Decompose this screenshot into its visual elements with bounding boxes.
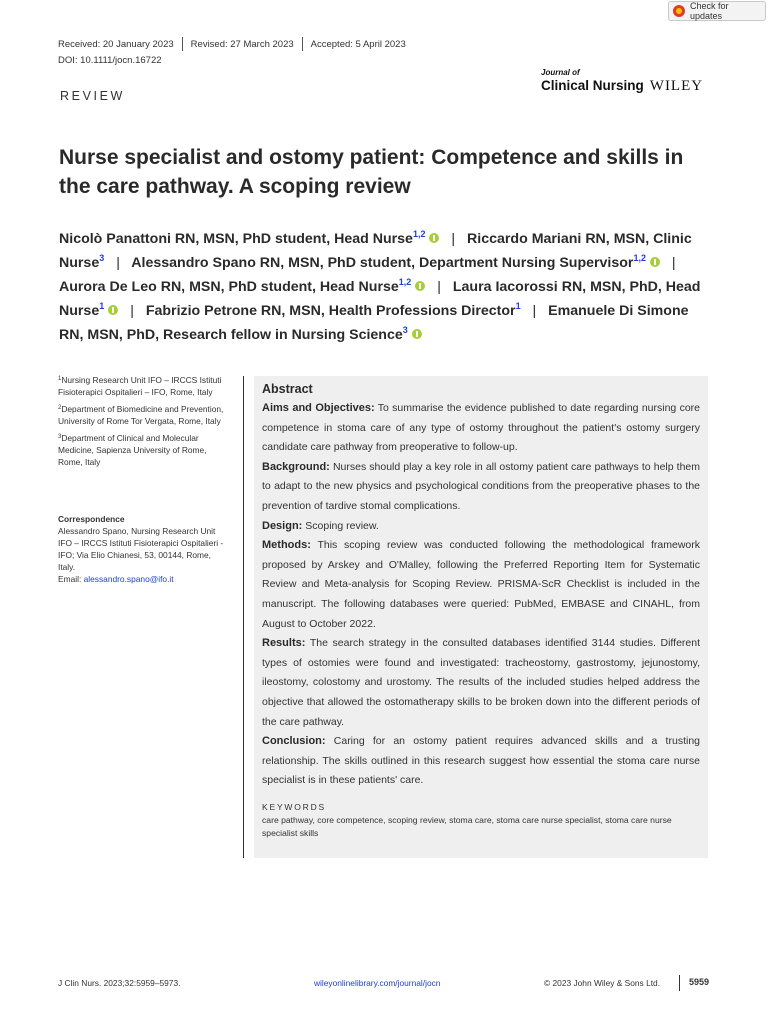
author-name[interactable]: Laura Iacorossi RN, MSN, PhD, Head Nurse xyxy=(59,279,701,319)
abstract-sections xyxy=(262,399,700,791)
check-for-updates-button[interactable] xyxy=(668,1,766,21)
author-affiliation-ref[interactable]: 1,2 xyxy=(633,253,646,263)
journal-logo xyxy=(541,68,703,95)
author-separator: | xyxy=(130,303,134,319)
affiliation xyxy=(58,374,230,398)
abstract-section-text: Nurses should play a key role in all ostomy patient care pathways to help them to adapt to the new physics and psychological conditions from the preoperative phases to the prevention of tardive stomal complications. xyxy=(262,460,700,512)
orcid-icon[interactable] xyxy=(412,329,422,339)
journal-name: Clinical Nursing xyxy=(541,78,644,93)
column-divider xyxy=(243,376,244,858)
affiliation-number: 1 xyxy=(58,376,62,382)
author-separator: | xyxy=(437,279,441,295)
affiliations xyxy=(58,374,230,473)
section-label: REVIEW xyxy=(60,89,125,103)
orcid-icon[interactable] xyxy=(108,305,118,315)
abstract-section-text: To summarise the evidence published to date regarding nursing core competence in stoma care of any type of ostomy throughout the patient's ostomy surgery candidate care pathway from preoperative to follow-up. xyxy=(262,402,700,454)
accepted-date: Accepted: 5 April 2023 xyxy=(310,38,406,50)
author-affiliation-ref[interactable]: 1 xyxy=(515,301,521,311)
author xyxy=(59,279,425,295)
abstract-section-text: This scoping review was conducted following the methodological framework proposed by Arskey and O'Malley, following the Preferred Reporting Item for Systematic Review and Meta-analysis for Scoping Review. PRISMA-ScR Checklist is included in the manuscript. The following databases were queried: PubMed, EMBASE and CINAHL, from August to October 2022. xyxy=(262,539,700,630)
keywords-heading: KEYWORDS xyxy=(262,801,326,812)
abstract-section xyxy=(262,458,700,517)
correspondence-address: Alessandro Spano, Nursing Research Unit IFO – IRCCS Istituti Fisioterapici Ospitalieri - IFO; Via Elio Chianesi, 53, 00144, Rome, Italy. xyxy=(58,526,224,572)
affiliation-number: 3 xyxy=(58,434,62,440)
abstract-section-label: Conclusion: xyxy=(262,735,326,748)
abstract-section-label: Results: xyxy=(262,637,306,650)
author xyxy=(59,231,439,247)
abstract-section-label: Methods: xyxy=(262,539,311,552)
author-separator: | xyxy=(116,255,120,271)
abstract-section-label: Aims and Objectives: xyxy=(262,402,375,414)
affiliation xyxy=(58,403,230,427)
copyright: © 2023 John Wiley & Sons Ltd. xyxy=(544,978,661,988)
footer-divider xyxy=(679,975,680,991)
author xyxy=(131,255,660,271)
author-name[interactable]: Fabrizio Petrone RN, MSN, Health Professions Director xyxy=(145,303,516,319)
abstract-section xyxy=(262,536,700,634)
author-affiliation-ref[interactable]: 1 xyxy=(99,301,105,311)
received-date: Received: 20 January 2023 xyxy=(58,38,174,50)
affiliation-text: Department of Biomedicine and Prevention, University of Rome Tor Vergata, Rome, Italy xyxy=(58,404,224,426)
author-name[interactable]: Emanuele Di Simone RN, MSN, PhD, Research fellow in Nursing Science xyxy=(59,303,689,343)
author-name[interactable]: Aurora De Leo RN, MSN, PhD student, Head Nurse xyxy=(59,279,399,295)
abstract-heading: Abstract xyxy=(262,382,313,396)
date-divider xyxy=(302,37,303,51)
affiliation-text: Nursing Research Unit IFO – IRCCS Istituti Fisioterapici Ospitalieri – IFO, Rome, Italy xyxy=(58,375,222,397)
affiliation-text: Department of Clinical and Molecular Medicine, Sapienza University of Rome, Rome, Italy xyxy=(58,433,207,467)
abstract-section-text: Scoping review. xyxy=(305,519,379,532)
abstract-section xyxy=(262,634,700,732)
author-name[interactable]: Nicolò Panattoni RN, MSN, PhD student, Head Nurse xyxy=(59,231,413,247)
author-affiliation-ref[interactable]: 3 xyxy=(402,325,408,335)
orcid-icon[interactable] xyxy=(415,281,425,291)
correspondence-heading: Correspondence xyxy=(58,514,125,524)
doi[interactable]: DOI: 10.1111/jocn.16722 xyxy=(58,55,162,66)
abstract-box xyxy=(254,376,708,858)
article-title: Nurse specialist and ostomy patient: Competence and skills in the care pathway. A scoping review xyxy=(59,146,684,198)
page-number: 5959 xyxy=(689,977,710,987)
author-separator: | xyxy=(671,255,676,271)
abstract-section xyxy=(262,399,700,458)
author-name[interactable]: Alessandro Spano RN, MSN, PhD student, Department Nursing Supervisor xyxy=(131,255,634,271)
citation: J Clin Nurs. 2023;32:5959–5973. xyxy=(58,978,181,988)
author xyxy=(146,303,521,319)
abstract-section xyxy=(262,732,700,791)
page-footer xyxy=(58,977,710,991)
journal-url-link[interactable]: wileyonlinelibrary.com/journal/jocn xyxy=(314,978,441,988)
author-affiliation-ref[interactable]: 1,2 xyxy=(412,229,426,239)
revised-date: Revised: 27 March 2023 xyxy=(190,38,294,50)
author-separator: | xyxy=(451,231,456,247)
abstract-section-text: Caring for an ostomy patient requires advanced skills and a trusting relationship. The skills outlined in this research suggest how essential the stoma care nurse specialist is in these patients' care. xyxy=(262,735,700,787)
abstract-section xyxy=(262,517,700,537)
abstract-section-text: The search strategy in the consulted databases identified 3144 studies. Different types of ostomies were found and investigated: tracheostomy, gastrostomy, jejunostomy, ileostomy, colostomy and urostomy. The results of the included studies helped address the objective that allowed the ostomatherapy skills to be broken down into the different periods of the care pathway. xyxy=(262,637,701,728)
check-for-updates-label: Check for updates xyxy=(690,1,729,21)
correspondence xyxy=(58,513,230,585)
author-affiliation-ref[interactable]: 1,2 xyxy=(398,277,412,287)
author-name[interactable]: Riccardo Mariani RN, MSN, Clinic Nurse xyxy=(59,231,692,271)
author-affiliation-ref[interactable]: 3 xyxy=(99,253,105,263)
email-link[interactable]: alessandro.spano@ifo.it xyxy=(83,574,174,584)
author-separator: | xyxy=(532,303,537,319)
journal-of-label: Journal of xyxy=(541,68,580,77)
affiliation xyxy=(58,432,230,468)
article-dates xyxy=(58,37,406,51)
publisher-logo: WILEY xyxy=(649,78,704,94)
keywords: care pathway, core competence, scoping review, stoma care, stoma care nurse specialist, stoma care nurse specialist skills xyxy=(262,814,672,838)
date-divider xyxy=(182,37,183,51)
crossmark-icon xyxy=(673,5,685,17)
affiliation-number: 2 xyxy=(58,405,62,411)
author-list xyxy=(59,227,709,347)
abstract-section-label: Background: xyxy=(262,460,330,473)
email-label: Email: xyxy=(58,574,82,584)
orcid-icon[interactable] xyxy=(650,257,660,267)
abstract-section-label: Design: xyxy=(262,519,303,532)
orcid-icon[interactable] xyxy=(429,233,439,243)
